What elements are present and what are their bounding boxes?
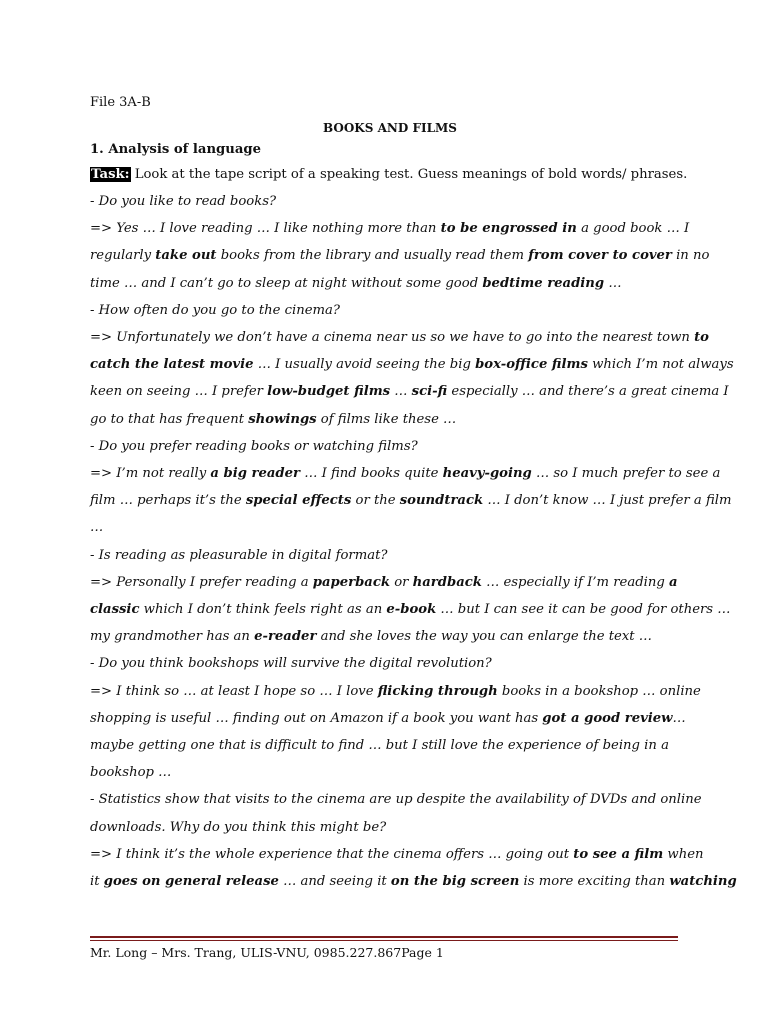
bold-phrase: flicking through <box>377 683 498 699</box>
script-text: is more exciting than <box>519 874 670 890</box>
script-line <box>90 215 690 242</box>
script-text: … <box>390 384 412 400</box>
script-line <box>90 487 732 514</box>
tape-script <box>90 188 737 895</box>
script-line <box>90 786 702 813</box>
script-line <box>90 188 690 215</box>
script-text: … so I much prefer to see a <box>531 466 721 482</box>
script-line <box>90 297 690 324</box>
bold-phrase: a big reader <box>210 466 300 482</box>
script-line <box>90 324 709 351</box>
bold-phrase: low-budget films <box>267 384 391 400</box>
bold-phrase: to see a film <box>573 846 664 862</box>
script-line <box>90 569 690 596</box>
script-line <box>90 406 690 433</box>
script-text: … I don’t know … I just prefer a film <box>483 493 732 509</box>
bold-phrase: goes on general release <box>103 874 279 890</box>
script-text: my grandmother has an <box>90 629 255 645</box>
script-text: shopping is useful … finding out on Amazon if a book you want has <box>90 710 543 726</box>
bold-phrase: showings <box>248 411 317 427</box>
script-text: when <box>663 846 704 862</box>
bold-phrase: e-book <box>386 602 437 618</box>
bold-phrase: on the big screen <box>390 874 520 890</box>
script-text: bookshop … <box>90 765 172 781</box>
bold-phrase: from cover to cover <box>528 248 672 264</box>
script-line <box>90 460 721 487</box>
script-text: … <box>604 275 622 291</box>
task-text: Look at the tape script of a speaking test. Guess meanings of bold words/ phrases. <box>130 167 688 182</box>
script-line <box>90 841 704 868</box>
script-text: … and seeing it <box>278 874 391 890</box>
script-line <box>90 542 690 569</box>
script-text: it <box>90 874 104 890</box>
task-instruction <box>90 162 690 188</box>
script-text: - Statistics show that visits to the cinema are up despite the availability of DVDs and online <box>90 792 702 808</box>
script-line <box>90 514 690 541</box>
script-text: => I think so … at least I hope so … I love <box>90 683 378 699</box>
document-title: BOOKS AND FILMS <box>323 121 457 135</box>
section-heading: 1. Analysis of language <box>90 142 262 157</box>
script-text: … but I can see it can be good for others … <box>436 602 731 618</box>
script-text: or the <box>351 493 400 509</box>
script-text: … especially if I’m reading <box>481 574 669 590</box>
script-text: especially … and there’s a great cinema I <box>447 384 729 400</box>
script-text: downloads. Why do you think this might be? <box>90 819 387 835</box>
footer-rule-bottom <box>90 940 678 941</box>
bold-phrase: soundtrack <box>399 493 484 509</box>
script-text: in no <box>671 248 710 264</box>
script-line <box>90 732 690 759</box>
script-text: - How often do you go to the cinema? <box>90 302 340 318</box>
script-text: and she loves the way you can enlarge the text … <box>316 629 652 645</box>
script-line <box>90 596 731 623</box>
document-page <box>90 90 737 895</box>
bold-phrase: e-reader <box>254 629 317 645</box>
bold-phrase: got a good review <box>542 710 673 726</box>
script-text: - Do you think bookshops will survive the digital revolution? <box>90 656 492 672</box>
script-text: … I find books quite <box>300 466 443 482</box>
script-text: … <box>672 710 686 726</box>
script-text: => I think it’s the whole experience that the cinema offers … going out <box>90 846 574 862</box>
script-text: … <box>90 520 104 536</box>
bold-phrase: take out <box>155 248 217 264</box>
script-text: => Unfortunately we don’t have a cinema near us so we have to go into the nearest town <box>90 330 695 346</box>
bold-phrase: classic <box>90 602 140 618</box>
bold-phrase: bedtime reading <box>482 275 605 291</box>
script-line <box>90 868 737 895</box>
bold-phrase: heavy-going <box>442 466 532 482</box>
script-text: which I’m not always <box>587 357 734 373</box>
script-text: which I don’t think feels right as an <box>139 602 387 618</box>
script-line <box>90 650 690 677</box>
script-text: books from the library and usually read them <box>216 248 529 264</box>
footer-rule-top <box>90 936 678 938</box>
script-text: maybe getting one that is difficult to find … but I still love the experience of being in a <box>90 738 669 754</box>
bold-phrase: to be engrossed in <box>440 221 577 237</box>
bold-phrase: catch the latest movie <box>90 357 254 373</box>
script-text: film … perhaps it’s the <box>90 493 246 509</box>
bold-phrase: sci-fi <box>411 384 448 400</box>
bold-phrase: watching <box>669 874 737 890</box>
bold-phrase: to <box>694 330 709 346</box>
script-text: => I’m not really <box>90 466 211 482</box>
bold-phrase: box-office films <box>475 357 588 373</box>
script-text: of films like these … <box>316 411 457 427</box>
file-reference: File 3A-B <box>90 95 151 110</box>
script-line <box>90 623 690 650</box>
script-text: time … and I can’t go to sleep at night without some good <box>90 275 483 291</box>
bold-phrase: paperback <box>312 574 391 590</box>
script-line <box>90 433 690 460</box>
task-label: Task: <box>91 167 130 182</box>
script-line <box>90 759 690 786</box>
script-line <box>90 705 690 732</box>
script-line <box>90 814 690 841</box>
bold-phrase: a <box>669 574 678 590</box>
bold-phrase: hardback <box>412 574 482 590</box>
script-text: or <box>390 574 413 590</box>
script-text: - Is reading as pleasurable in digital format? <box>90 547 388 563</box>
script-line <box>90 351 734 378</box>
script-line <box>90 242 710 269</box>
page-footer: Mr. Long – Mrs. Trang, ULIS-VNU, 0985.227.867Page 1 <box>90 945 444 960</box>
script-text: a good book … I <box>576 221 690 237</box>
script-text: => Personally I prefer reading a <box>90 574 313 590</box>
script-text: regularly <box>90 248 156 264</box>
script-text: keen on seeing … I prefer <box>90 384 268 400</box>
script-line <box>90 270 690 297</box>
script-text: … I usually avoid seeing the big <box>253 357 476 373</box>
script-text: go to that has frequent <box>90 411 249 427</box>
script-text: - Do you like to read books? <box>90 194 277 209</box>
script-text: => Yes … I love reading … I like nothing more than <box>90 221 441 237</box>
script-line <box>90 378 729 405</box>
script-line <box>90 678 701 705</box>
script-text: - Do you prefer reading books or watching films? <box>90 438 418 454</box>
script-text: books in a bookshop … online <box>497 683 701 699</box>
bold-phrase: special effects <box>245 493 352 509</box>
